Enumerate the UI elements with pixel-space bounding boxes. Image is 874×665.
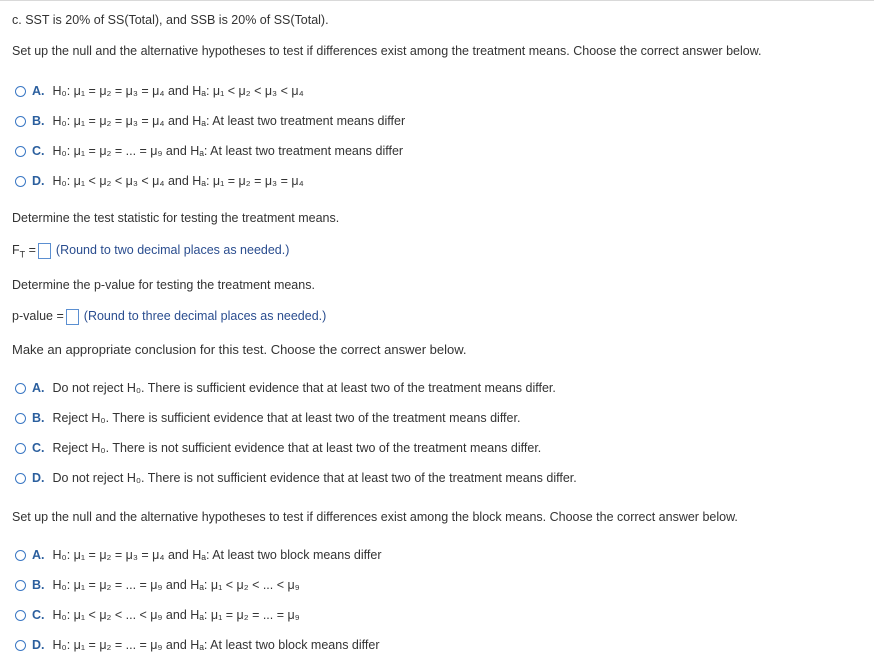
radio-button[interactable] bbox=[15, 116, 26, 127]
radio-button[interactable] bbox=[15, 176, 26, 187]
treatment-hypotheses-option-d[interactable] bbox=[15, 173, 304, 189]
p-value-hint: (Round to three decimal places as needed.) bbox=[83, 309, 327, 323]
option-letter: C. bbox=[32, 144, 45, 158]
test-statistic-row bbox=[12, 242, 289, 263]
radio-button[interactable] bbox=[15, 640, 26, 651]
option-letter: D. bbox=[32, 638, 45, 652]
treatment-hypotheses-option-b[interactable] bbox=[15, 113, 405, 129]
conclusion-option-d[interactable] bbox=[15, 470, 577, 486]
treatment-hypotheses-prompt: Set up the null and the alternative hypotheses to test if differences exist among the treatment means. Choose the correct answer below. bbox=[12, 44, 762, 58]
option-letter: A. bbox=[32, 548, 45, 562]
radio-button[interactable] bbox=[15, 550, 26, 561]
option-text: H₀: μ₁ = μ₂ = ... = μ₉ and Hₐ: At least two block means differ bbox=[52, 638, 380, 652]
option-letter: B. bbox=[32, 114, 45, 128]
radio-button[interactable] bbox=[15, 443, 26, 454]
radio-button[interactable] bbox=[15, 610, 26, 621]
radio-button[interactable] bbox=[15, 473, 26, 484]
treatment-hypotheses-option-a[interactable] bbox=[15, 83, 304, 99]
test-statistic-input[interactable] bbox=[38, 243, 51, 259]
test-statistic-hint: (Round to two decimal places as needed.) bbox=[55, 243, 290, 257]
block-hypotheses-option-a[interactable] bbox=[15, 547, 382, 563]
test-statistic-label: $F_T$ = bbox=[12, 243, 36, 260]
p-value-input[interactable] bbox=[66, 309, 79, 325]
option-letter: A. bbox=[32, 381, 45, 395]
option-text: Reject H₀. There is sufficient evidence that at least two of the treatment means differ. bbox=[52, 411, 521, 425]
conclusion-option-c[interactable] bbox=[15, 440, 541, 456]
option-letter: D. bbox=[32, 174, 45, 188]
option-letter: B. bbox=[32, 411, 45, 425]
block-hypotheses-prompt: Set up the null and the alternative hypotheses to test if differences exist among the block means. Choose the correct answer below. bbox=[12, 510, 738, 524]
conclusion-prompt: Make an appropriate conclusion for this test. Choose the correct answer below. bbox=[12, 342, 467, 357]
option-letter: C. bbox=[32, 441, 45, 455]
part-heading: c. SST is 20% of SS(Total), and SSB is 20% of SS(Total). bbox=[12, 13, 329, 27]
option-text: H₀: μ₁ = μ₂ = μ₃ = μ₄ and Hₐ: At least two block means differ bbox=[52, 548, 382, 562]
block-hypotheses-option-b[interactable] bbox=[15, 577, 300, 593]
radio-button[interactable] bbox=[15, 580, 26, 591]
conclusion-option-b[interactable] bbox=[15, 410, 520, 426]
p-value-prompt: Determine the p-value for testing the treatment means. bbox=[12, 278, 315, 292]
option-text: H₀: μ₁ = μ₂ = ... = μ₉ and Hₐ: μ₁ < μ₂ < ... < μ₉ bbox=[52, 578, 300, 592]
option-text: H₀: μ₁ = μ₂ = ... = μ₉ and Hₐ: At least two treatment means differ bbox=[52, 144, 404, 158]
option-text: Reject H₀. There is not sufficient evidence that at least two of the treatment means differ. bbox=[52, 441, 542, 455]
radio-button[interactable] bbox=[15, 413, 26, 424]
option-letter: D. bbox=[32, 471, 45, 485]
option-text: Do not reject H₀. There is sufficient evidence that at least two of the treatment means differ. bbox=[52, 381, 556, 395]
option-letter: A. bbox=[32, 84, 45, 98]
conclusion-option-a[interactable] bbox=[15, 380, 556, 396]
radio-button[interactable] bbox=[15, 146, 26, 157]
option-text: H₀: μ₁ < μ₂ < μ₃ < μ₄ and Hₐ: μ₁ = μ₂ = μ₃ = μ₄ bbox=[52, 174, 304, 188]
radio-button[interactable] bbox=[15, 86, 26, 97]
option-text: Do not reject H₀. There is not sufficient evidence that at least two of the treatment means differ. bbox=[52, 471, 577, 485]
block-hypotheses-option-d[interactable] bbox=[15, 637, 379, 653]
option-letter: C. bbox=[32, 608, 45, 622]
p-value-row bbox=[12, 308, 326, 325]
option-text: H₀: μ₁ < μ₂ < ... < μ₉ and Hₐ: μ₁ = μ₂ = ... = μ₉ bbox=[52, 608, 300, 622]
option-text: H₀: μ₁ = μ₂ = μ₃ = μ₄ and Hₐ: μ₁ < μ₂ < μ₃ < μ₄ bbox=[52, 84, 304, 98]
radio-button[interactable] bbox=[15, 383, 26, 394]
option-letter: B. bbox=[32, 578, 45, 592]
top-divider bbox=[0, 0, 874, 1]
p-value-label: p-value = bbox=[12, 309, 64, 323]
test-statistic-prompt: Determine the test statistic for testing the treatment means. bbox=[12, 211, 340, 225]
option-text: H₀: μ₁ = μ₂ = μ₃ = μ₄ and Hₐ: At least two treatment means differ bbox=[52, 114, 406, 128]
block-hypotheses-option-c[interactable] bbox=[15, 607, 300, 623]
treatment-hypotheses-option-c[interactable] bbox=[15, 143, 403, 159]
